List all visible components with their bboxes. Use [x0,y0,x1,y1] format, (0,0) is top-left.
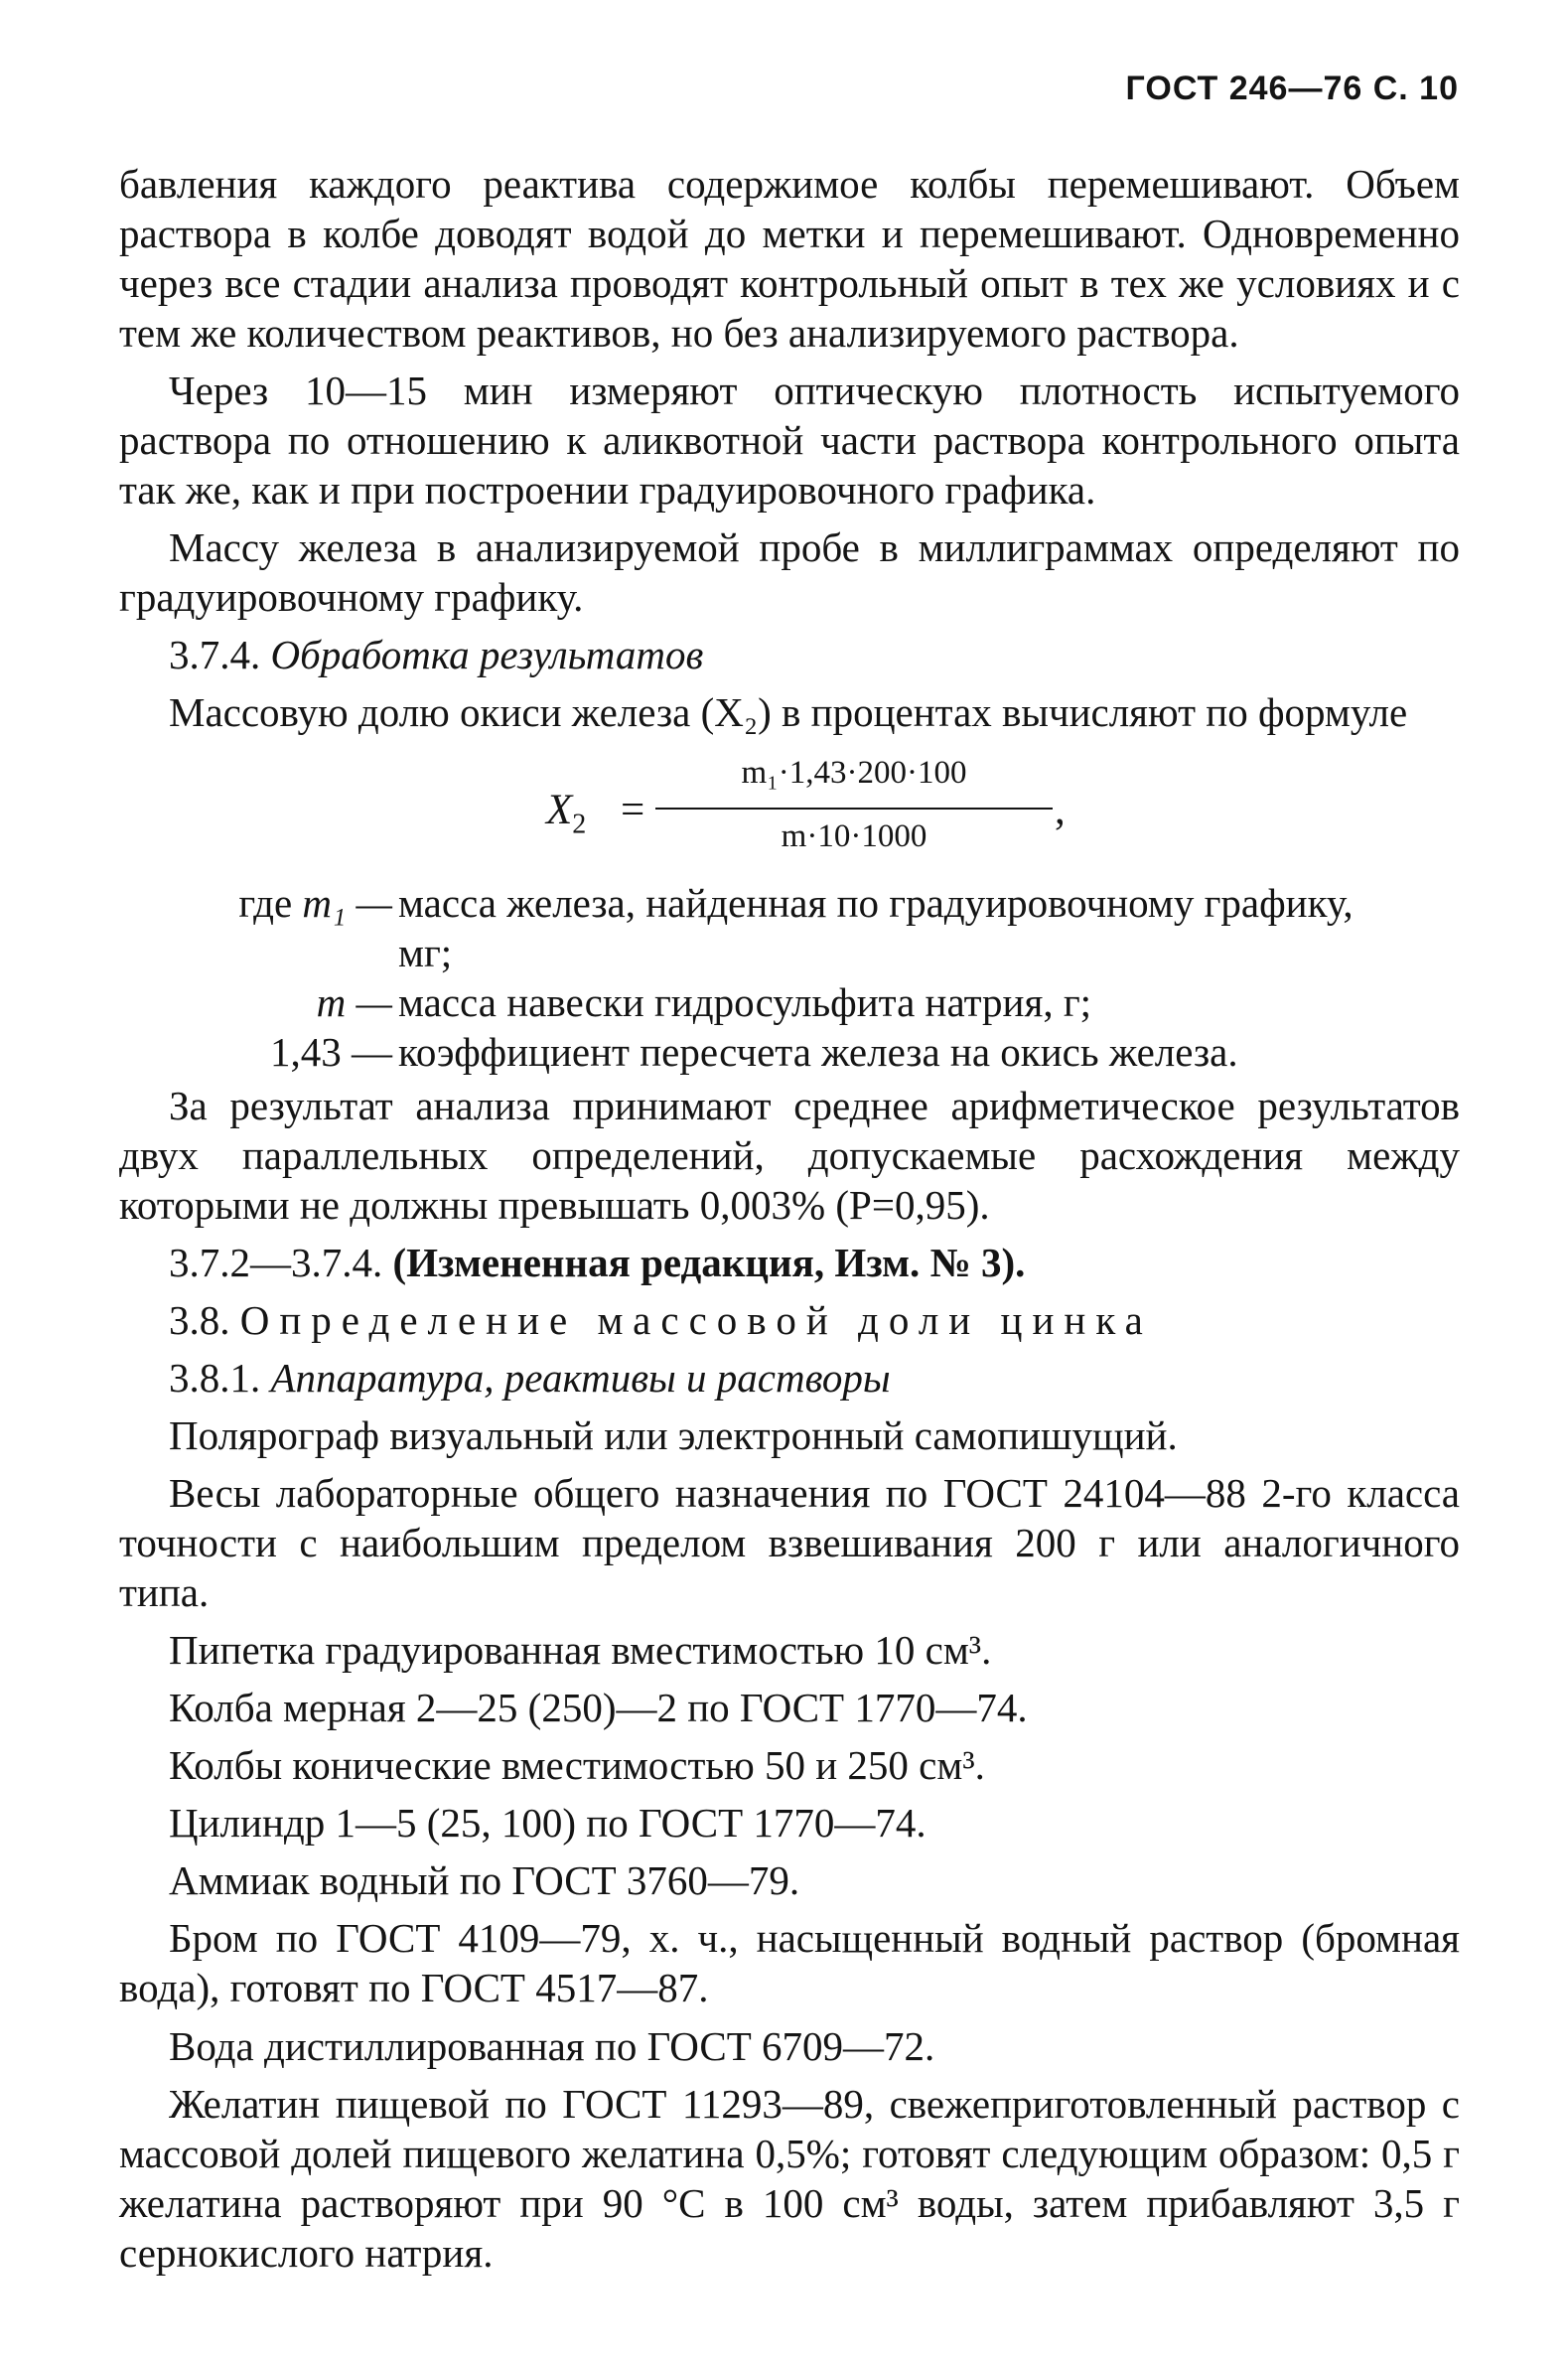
running-head: ГОСТ 246—76 С. 10 [1125,70,1459,107]
section-number: 3.8. [169,1297,230,1344]
list-item: Колбы конические вместимостью 50 и 250 см³. [169,1742,985,1789]
paragraph-continuation: бавления каждого реактива содержимое колбы перемешивают. Объем раствора в колбе доводят водой до метки и перемешивают. Одновременно через все стадии анализа проводят контрольный опыт в тех же условиях и с тем же количеством реактивов, но без анализируемого раствора. [119,161,1460,357]
list-item: Полярограф визуальный или электронный самопишущий. [169,1412,1178,1459]
definition-text: масса железа, найденная по градуировочному графику, [398,880,1354,927]
subsection-title: Обработка результатов [270,632,704,678]
formula-comma: , [1055,787,1066,834]
subsection-heading-3-7-4 [119,630,1460,679]
section-heading-3-8 [119,1295,1460,1345]
subsection-title: Аппаратура, реактивы и растворы [270,1355,891,1402]
list-item: Желатин пищевой по ГОСТ 11293—89, свежеприготовленный раствор с массовой долей пищевого желатина 0,5%; готовят следующим образом: 0,5 г желатина растворяют при 90 °С в 100 см³ воды, затем прибавляют 3,5 г сернокислого натрия. [119,2080,1460,2276]
formula-x2 [119,743,1460,872]
amendment-note: (Измененная редакция, Изм. № 3). [392,1240,1026,1286]
section-title: Определение массовой доли цинка [239,1297,1153,1344]
definition-text: масса навески гидросульфита натрия, г; [398,979,1092,1026]
formula-denominator: m·10·1000 [781,818,927,855]
definition-symbol: где m₁ — [238,880,392,927]
list-item: Аммиак водный по ГОСТ 3760—79. [169,1857,800,1904]
subsection-number: 3.8.1. [169,1355,261,1402]
definition-symbol: m — [316,979,392,1026]
paragraph-amendment [119,1238,1460,1287]
subsection-heading-3-8-1 [119,1353,1460,1403]
list-item: Вода дистиллированная по ГОСТ 6709—72. [169,2022,935,2069]
amendment-ref: 3.7.2—3.7.4. [169,1240,383,1286]
subsection-number: 3.7.4. [169,632,261,678]
paragraph-result: За результат анализа принимают среднее арифметическое результатов двух параллельных определений, допускаемые расхождения между которыми не должны превышать 0,003% (P=0,95). [119,1083,1460,1229]
list-item: Бром по ГОСТ 4109—79, х. ч., насыщенный водный раствор (бромная вода), готовят по ГОСТ 4517—87. [119,1915,1460,2011]
definition-symbol: 1,43 — [270,1029,392,1076]
definition-text: коэффициент пересчета железа на окись железа. [398,1029,1238,1076]
list-item: Весы лабораторные общего назначения по ГОСТ 24104—88 2-го класса точности с наибольшим пределом взвешивания 200 г или аналогичного типа. [119,1470,1460,1616]
definition-row [119,1027,1460,1077]
main-text [119,159,1460,2278]
list-item: Цилиндр 1—5 (25, 100) по ГОСТ 1770—74. [169,1800,927,1847]
variable-definitions [119,878,1460,1077]
formula-equals: = [621,787,645,834]
paragraph-formula-intro: Массовую долю окиси железа (X₂) в процентах вычисляют по формуле [169,689,1408,736]
fraction-bar [655,808,1053,810]
definition-row [119,977,1460,1027]
paragraph-measurement: Через 10—15 мин измеряют оптическую плотность испытуемого раствора по отношению к аликвотной части раствора контрольного опыта так же, как и при построении градуировочного графика. [119,368,1460,514]
definition-row [119,878,1460,928]
list-item: Колба мерная 2—25 (250)—2 по ГОСТ 1770—74. [169,1685,1028,1731]
formula-lhs: $X_2$ [546,787,587,840]
list-item: Пипетка градуированная вместимостью 10 см³. [169,1627,992,1674]
paragraph-iron-mass: Массу железа в анализируемой пробе в миллиграммах определяют по градуировочному графику. [119,524,1460,621]
formula-numerator: m₁·1,43·200·100 [741,755,967,792]
definition-continuation: мг; [398,930,453,976]
